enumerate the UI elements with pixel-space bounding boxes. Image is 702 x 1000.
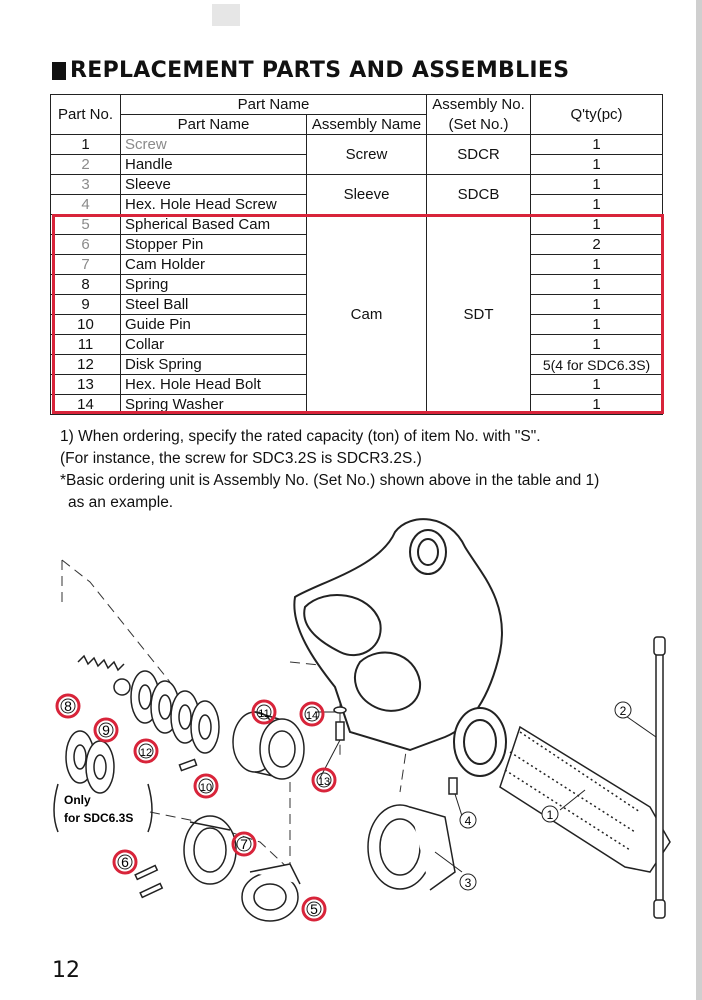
- row-qty: 2: [531, 235, 663, 255]
- note-line: 1) When ordering, specify the rated capacity (ton) of item No. with "S".: [60, 428, 541, 445]
- row-qty: 1: [531, 155, 663, 175]
- row-qty: 5(4 for SDC6.3S): [531, 355, 663, 375]
- row-part-no: 1: [51, 135, 121, 155]
- row-part-name: Spring: [121, 275, 307, 295]
- svg-text:2: 2: [619, 704, 627, 718]
- section-heading: [52, 58, 569, 83]
- highlight-box-cam-assembly: [52, 214, 664, 414]
- spring-part: [78, 656, 124, 670]
- row-part-name: Spring Washer: [121, 395, 307, 415]
- row-part-name: Stopper Pin: [121, 235, 307, 255]
- svg-text:9: 9: [102, 722, 110, 738]
- main-body-frame: [294, 519, 506, 776]
- row-part-no: 5: [51, 215, 121, 235]
- disk-springs-part: [66, 671, 219, 793]
- row-qty: 1: [531, 315, 663, 335]
- row-part-no: 12: [51, 355, 121, 375]
- row-part-no: 9: [51, 295, 121, 315]
- svg-text:3: 3: [464, 876, 472, 890]
- callout-1: [542, 806, 558, 822]
- svg-text:for SDC6.3S: for SDC6.3S: [64, 811, 134, 825]
- row-qty: 1: [531, 375, 663, 395]
- callout-14: [301, 703, 323, 725]
- row-qty: 1: [531, 275, 663, 295]
- sleeve-part: [368, 805, 455, 890]
- pins-part: [135, 759, 196, 897]
- heading-text: REPLACEMENT PARTS AND ASSEMBLIES: [70, 58, 570, 83]
- callout-9: [95, 719, 117, 741]
- note-line: (For instance, the screw for SDC3.2S is SDCR3.2S.): [60, 450, 422, 467]
- row-part-no: 11: [51, 335, 121, 355]
- callout-4: [460, 812, 476, 828]
- row-part-no: 2: [51, 155, 121, 175]
- row-qty: 1: [531, 395, 663, 415]
- svg-text:5: 5: [310, 901, 318, 917]
- row-part-name: Hex. Hole Head Screw: [121, 195, 307, 215]
- heading-square-icon: [52, 62, 66, 80]
- scan-mark: [212, 4, 240, 26]
- row-part-name: Handle: [121, 155, 307, 175]
- row-part-name: Steel Ball: [121, 295, 307, 315]
- row-part-name: Guide Pin: [121, 315, 307, 335]
- svg-text:10: 10: [199, 782, 213, 794]
- row-part-name: Cam Holder: [121, 255, 307, 275]
- table-header-row: [51, 95, 663, 115]
- row-qty: 1: [531, 195, 663, 215]
- row-part-no: 6: [51, 235, 121, 255]
- row-part-name: Disk Spring: [121, 355, 307, 375]
- row-part-no: 8: [51, 275, 121, 295]
- svg-text:1: 1: [546, 808, 554, 822]
- table-row: [51, 135, 663, 155]
- svg-text:4: 4: [464, 814, 472, 828]
- row-assembly-name: Screw: [307, 135, 427, 175]
- row-qty: 1: [531, 335, 663, 355]
- row-set-no: SDCR: [427, 135, 531, 175]
- callout-5: [303, 898, 325, 920]
- svg-text:7: 7: [240, 836, 248, 852]
- svg-text:12: 12: [139, 747, 153, 759]
- callout-3: [460, 874, 476, 890]
- row-qty: 1: [531, 135, 663, 155]
- svg-text:14: 14: [305, 710, 319, 722]
- svg-text:11: 11: [258, 708, 270, 720]
- screw-part: [500, 727, 670, 872]
- row-qty: 1: [531, 215, 663, 235]
- row-part-no: 13: [51, 375, 121, 395]
- table-row: [51, 175, 663, 195]
- header-qty: Q'ty(pc): [531, 95, 663, 135]
- handle-part: [654, 637, 665, 918]
- row-part-name: Spherical Based Cam: [121, 215, 307, 235]
- header-assembly-name: Assembly Name: [307, 115, 427, 135]
- svg-text:8: 8: [64, 698, 72, 714]
- row-part-no: 7: [51, 255, 121, 275]
- row-qty: 1: [531, 295, 663, 315]
- callout-13: [313, 769, 335, 791]
- page-number: 12: [52, 958, 80, 983]
- svg-text:Only: Only: [64, 793, 91, 807]
- header-part-name: Part Name: [121, 115, 307, 135]
- callout-8: [57, 695, 79, 717]
- header-set-no: (Set No.): [427, 115, 531, 135]
- row-part-no: 3: [51, 175, 121, 195]
- callout-6: [114, 851, 136, 873]
- note-line: *Basic ordering unit is Assembly No. (Set No.) shown above in the table and 1): [60, 472, 600, 489]
- row-assembly-name: Cam: [307, 215, 427, 415]
- row-set-no: SDCB: [427, 175, 531, 215]
- callout-12: [135, 740, 157, 762]
- svg-text:6: 6: [121, 854, 129, 870]
- note-line: as an example.: [68, 494, 174, 511]
- row-part-name: Sleeve: [121, 175, 307, 195]
- row-part-no: 10: [51, 315, 121, 335]
- header-part-no: Part No.: [51, 95, 121, 135]
- row-part-no: 4: [51, 195, 121, 215]
- row-part-no: 14: [51, 395, 121, 415]
- row-qty: 1: [531, 255, 663, 275]
- row-part-name: Hex. Hole Head Bolt: [121, 375, 307, 395]
- spherical-cam-part: [242, 864, 300, 921]
- callout-2: [615, 702, 631, 718]
- row-set-no: SDT: [427, 215, 531, 415]
- callout-10: [195, 775, 217, 797]
- ordering-notes: [60, 426, 680, 514]
- header-assembly-no: Assembly No.: [427, 95, 531, 115]
- cam-holder-part: [184, 816, 236, 884]
- row-part-name: Collar: [121, 335, 307, 355]
- header-part-name-group: Part Name: [121, 95, 427, 115]
- steel-ball-part: [114, 679, 130, 695]
- page-edge: [696, 0, 702, 1000]
- row-part-name: Screw: [121, 135, 307, 155]
- row-assembly-name: Sleeve: [307, 175, 427, 215]
- exploded-view-diagram: [50, 512, 690, 932]
- row-qty: 1: [531, 175, 663, 195]
- svg-text:13: 13: [317, 776, 331, 788]
